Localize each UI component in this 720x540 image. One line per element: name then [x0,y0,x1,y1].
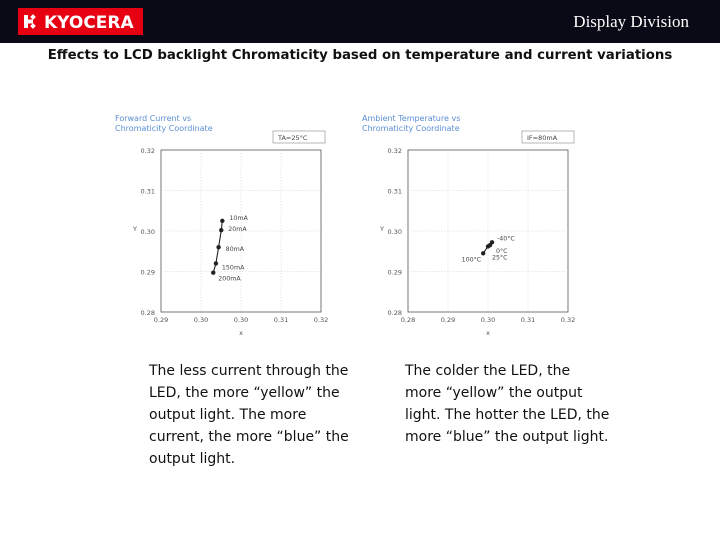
x-tick-label: 0.28 [400,316,416,324]
condition-label: IF=80mA [527,134,558,142]
y-tick-label: 0.32 [140,147,155,155]
chart-title-line: Ambient Temperature vs [362,114,461,123]
data-point [216,245,220,249]
y-tick-label: 0.30 [387,228,402,236]
data-point [481,251,485,255]
x-tick-label: 0.31 [273,316,289,324]
caption-temperature: The colder the LED, the more “yellow” the output light. The hotter the LED, the more “blue” the output light. [405,363,610,445]
data-point [211,271,215,275]
y-tick-label: 0.28 [387,309,402,317]
caption-current: The less current through the LED, the more “yellow” the output light. The more current, the more “blue” the output light. [149,363,349,467]
brand-wordmark: KYOCERA [44,13,134,33]
x-tick-label: 0.30 [480,316,496,324]
y-axis-label: Y [133,225,137,233]
chart-title-line: Forward Current vs [115,114,192,123]
x-tick-label: 0.32 [313,316,329,324]
y-tick-label: 0.29 [387,268,402,277]
y-tick-label: 0.32 [387,147,402,155]
division-label: Display Division [573,12,689,31]
x-tick-label: 0.30 [193,316,209,324]
y-tick-label: 0.30 [140,228,155,236]
y-tick-label: 0.28 [140,309,155,317]
y-tick-label: 0.29 [140,268,155,277]
chart-ambient-temperature [358,104,603,340]
chart-title-line: Chromaticity Coordinate [115,124,213,133]
data-point [214,261,218,265]
condition-label: TA=25°C [278,134,308,142]
x-tick-label: 0.31 [520,316,536,324]
data-label: 20mA [228,226,247,234]
page-title: Effects to LCD backlight Chromaticity based on temperature and current variations [47,48,673,63]
chart-title-line: Chromaticity Coordinate [362,124,460,133]
data-label: 150mA [221,264,245,272]
header-bar [0,0,720,43]
data-label: 0°C [496,248,508,256]
data-label: 25°C [492,254,508,262]
x-tick-label: 0.29 [153,316,169,324]
kyocera-logo [18,8,143,35]
x-tick-label: 0.29 [440,316,456,324]
x-axis-label: x [486,329,490,337]
data-label: 200mA [218,275,241,283]
data-point [219,228,223,232]
x-axis-label: x [239,329,243,337]
data-label: 10mA [229,214,248,222]
data-label: 80mA [225,246,245,254]
data-label: -40°C [497,235,515,243]
y-tick-label: 0.31 [387,187,402,196]
x-tick-label: 0.32 [560,316,576,324]
data-point [220,219,224,223]
y-axis-label: Y [380,225,384,233]
x-tick-label: 0.30 [233,316,249,324]
data-point [486,244,490,248]
data-label: 100°C [461,256,482,264]
chart-forward-current [111,104,356,340]
y-tick-label: 0.31 [140,187,155,196]
